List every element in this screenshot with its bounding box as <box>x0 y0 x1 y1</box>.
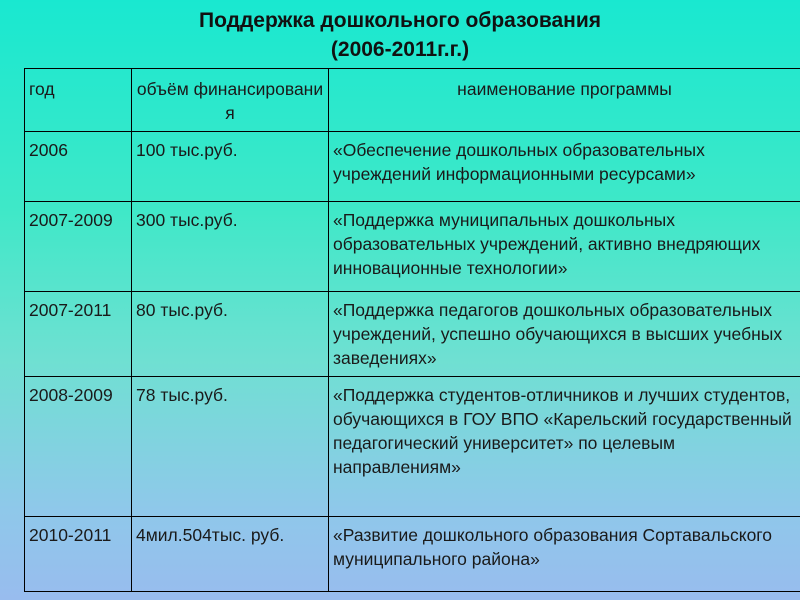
funding-table <box>24 68 800 592</box>
header-program: наименование программы <box>329 69 800 132</box>
cell-program: «Обеспечение дошкольных образовательных учреждений информационными ресурсами» <box>329 132 800 202</box>
cell-year: 2007-2009 <box>25 202 132 292</box>
cell-program: «Поддержка муниципальных дошкольных образовательных учреждений, активно внедряющих инновационные технологии» <box>329 202 800 292</box>
cell-funding: 4мил.504тыс. руб. <box>132 517 329 592</box>
cell-year: 2007-2011 <box>25 292 132 377</box>
cell-year: 2008-2009 <box>25 377 132 517</box>
slide-title-line2: (2006-2011г.г.) <box>330 38 470 61</box>
slide-title-line1: Поддержка дошкольного образования <box>198 9 601 32</box>
cell-program: «Развитие дошкольного образования Сортавальского муниципального района» <box>329 517 800 592</box>
cell-year: 2010-2011 <box>25 517 132 592</box>
table-row <box>25 377 800 517</box>
cell-funding: 80 тыс.руб. <box>132 292 329 377</box>
cell-program: «Поддержка студентов-отличников и лучших студентов, обучающихся в ГОУ ВПО «Карельский государственный педагогический университет» по целевым направлениям» <box>329 377 800 517</box>
cell-funding: 300 тыс.руб. <box>132 202 329 292</box>
table-header-row <box>25 69 800 132</box>
cell-funding: 78 тыс.руб. <box>132 377 329 517</box>
cell-program: «Поддержка педагогов дошкольных образовательных учреждений, успешно обучающихся в высших учебных заведениях» <box>329 292 800 377</box>
table-row <box>25 132 800 202</box>
cell-funding: 100 тыс.руб. <box>132 132 329 202</box>
cell-year: 2006 <box>25 132 132 202</box>
table-row <box>25 517 800 592</box>
header-year: год <box>25 69 132 132</box>
header-funding: объём финансирования <box>132 69 329 132</box>
table-row <box>25 292 800 377</box>
slide-title <box>0 6 800 64</box>
table-row <box>25 202 800 292</box>
